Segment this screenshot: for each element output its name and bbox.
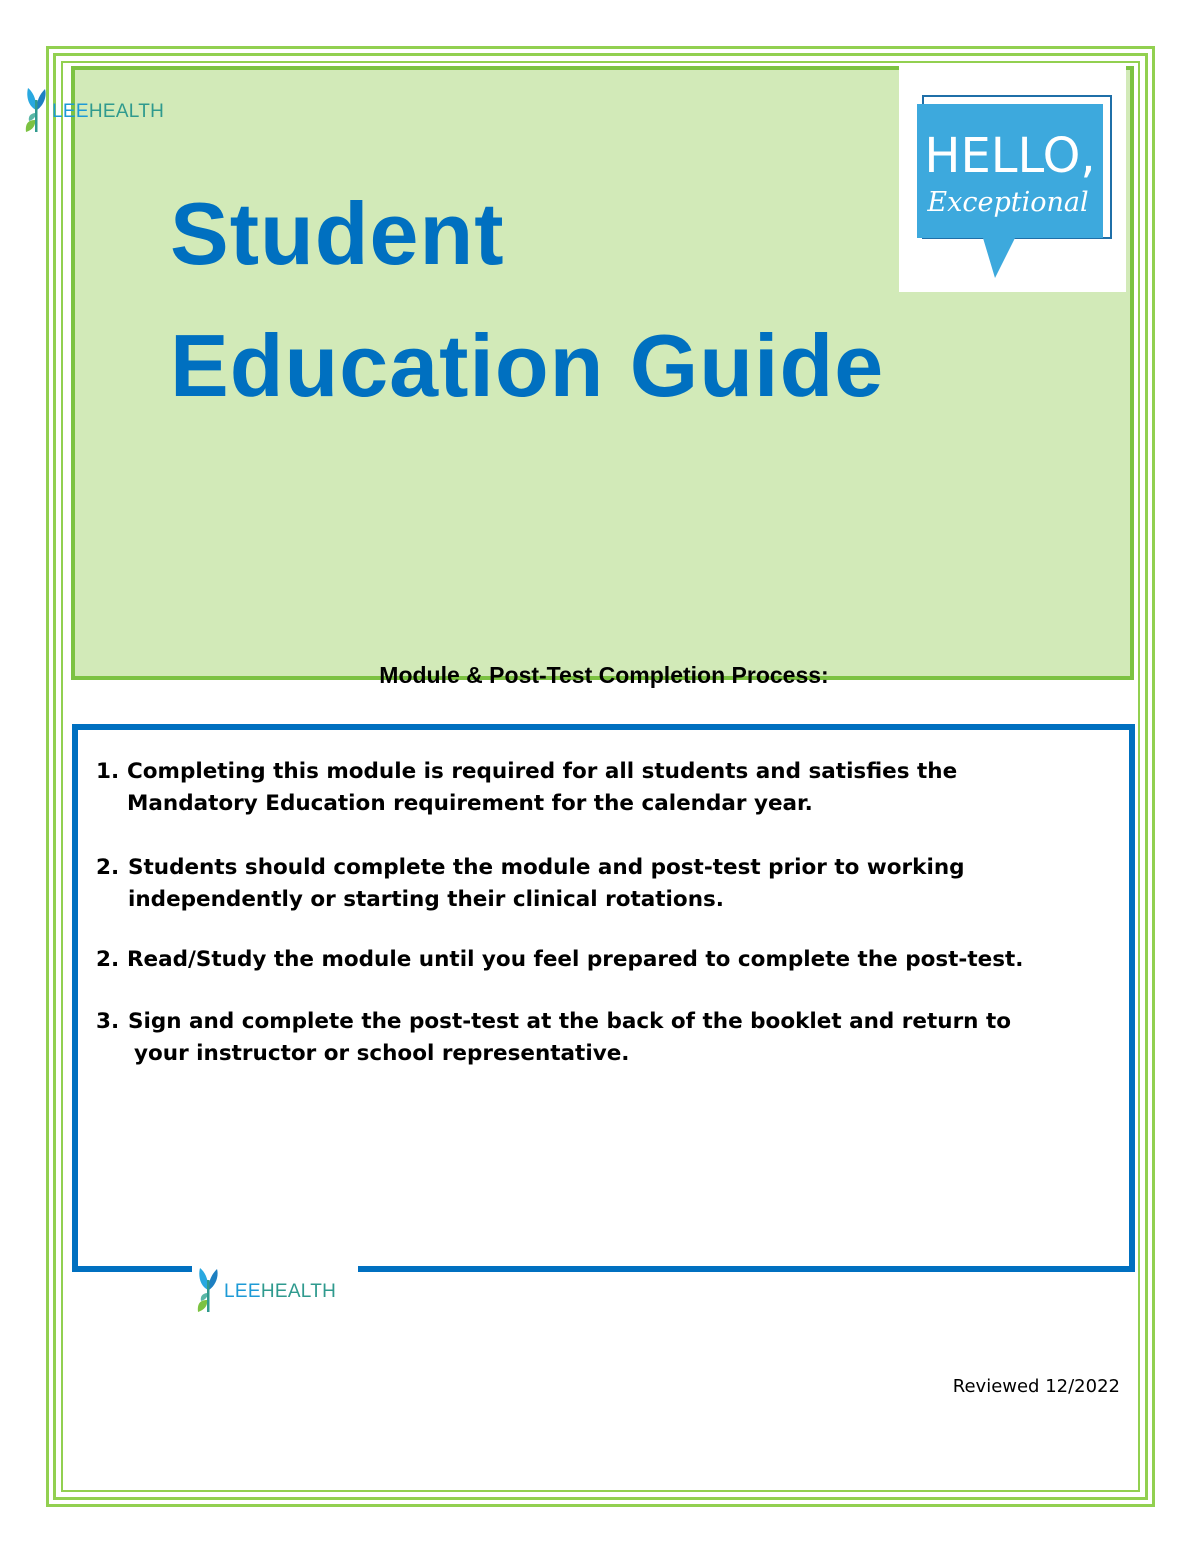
page-title-line-1: Student	[170, 184, 505, 283]
step-text-line: Completing this module is required for all students and satisfies the	[127, 759, 958, 784]
lee-health-logo-bottom	[192, 1266, 358, 1316]
process-step	[96, 852, 1116, 916]
logo-word-lee: LEE	[52, 100, 89, 122]
leaf-icon	[196, 1266, 222, 1316]
step-text-line: independently or starting their clinical rotations.	[128, 887, 724, 912]
process-steps	[96, 756, 1116, 1070]
step-text-line: Sign and complete the post-test at the back of the booklet and return to	[128, 1009, 1012, 1034]
step-text	[96, 756, 1116, 820]
logo-wordmark	[52, 102, 164, 121]
process-heading: Module & Post-Test Completion Process:	[379, 662, 829, 688]
step-text-line: your instructor or school representative.	[134, 1041, 630, 1066]
page-title-line-2: Education Guide	[170, 316, 885, 415]
step-text	[96, 944, 1116, 976]
logo-word-lee: LEE	[224, 1280, 261, 1302]
lee-health-logo-top	[24, 86, 164, 136]
speech-bubble-icon	[899, 66, 1126, 292]
logo-word-health: HEALTH	[260, 1280, 337, 1302]
step-text-line: Mandatory Education requirement for the calendar year.	[127, 791, 813, 816]
process-step	[96, 944, 1116, 976]
step-text-line: Read/Study the module until you feel prepared to complete the post-test.	[127, 947, 1024, 972]
logo-word-health: HEALTH	[88, 100, 165, 122]
step-text-line: Students should complete the module and post-test prior to working	[128, 855, 965, 880]
step-number: 1.	[96, 759, 120, 784]
logo-wordmark	[224, 1282, 336, 1301]
step-text	[96, 1006, 1116, 1070]
step-text	[96, 852, 1116, 916]
step-number: 2.	[96, 947, 120, 972]
process-step	[96, 756, 1116, 820]
badge-exceptional-text: Exceptional	[927, 187, 1089, 218]
hello-exceptional-badge	[899, 66, 1126, 292]
leaf-icon	[24, 86, 50, 136]
process-step	[96, 1006, 1116, 1070]
step-number: 2.	[96, 855, 120, 880]
step-number: 3.	[96, 1009, 120, 1034]
badge-hello-text: HELLO,	[924, 128, 1096, 184]
reviewed-date: Reviewed 12/2022	[952, 1376, 1120, 1397]
